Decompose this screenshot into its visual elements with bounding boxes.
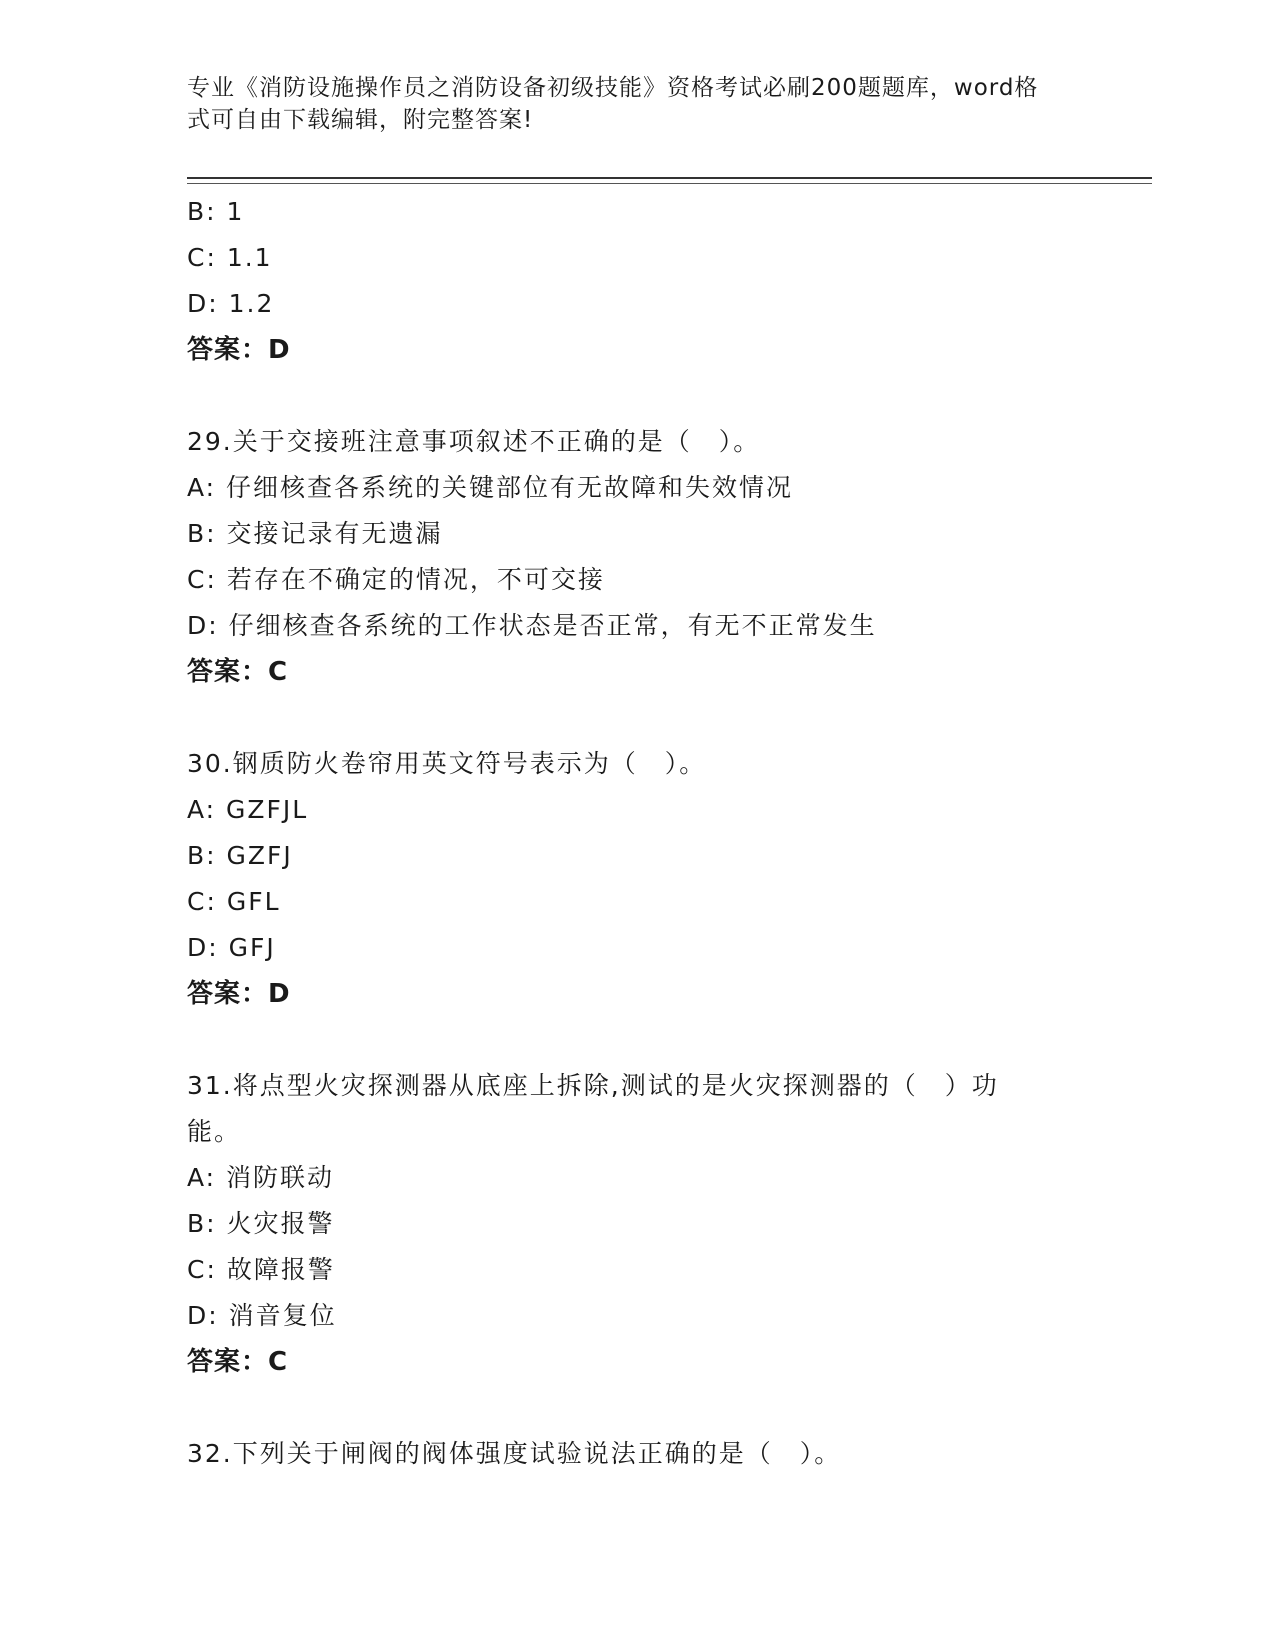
- option-d: D: 1.2: [187, 289, 275, 318]
- question-text: 30.钢质防火卷帘用英文符号表示为（ ）。: [187, 749, 707, 778]
- option-b: B: 交接记录有无遗漏: [187, 519, 443, 548]
- option-a: A: 仔细核查各系统的关键部位有无故障和失效情况: [187, 473, 794, 502]
- question-30: [187, 741, 1087, 1017]
- option-d: D: GFJ: [187, 933, 276, 962]
- question-29: [187, 419, 1087, 695]
- option-d: D: 仔细核查各系统的工作状态是否正常，有无不正常发生: [187, 611, 877, 640]
- question-32: [187, 1431, 1087, 1477]
- option-b: B: 火灾报警: [187, 1209, 335, 1238]
- answer-line: 答案：C: [187, 1347, 289, 1377]
- option-b: B: 1: [187, 197, 245, 226]
- option-b: B: GZFJ: [187, 841, 293, 870]
- question-31: [187, 1063, 1087, 1385]
- header-line-2: 式可自由下载编辑，附完整答案!: [187, 107, 534, 133]
- option-c: C: GFL: [187, 887, 281, 916]
- header-divider-thin: [187, 183, 1152, 184]
- option-a: A: GZFJL: [187, 795, 309, 824]
- question-text: 29.关于交接班注意事项叙述不正确的是（ ）。: [187, 427, 761, 456]
- question-list: [187, 189, 1087, 1477]
- header-divider-thick: [187, 177, 1152, 179]
- answer-line: 答案：D: [187, 335, 291, 365]
- question-text: 32.下列关于闸阀的阀体强度试验说法正确的是（ ）。: [187, 1439, 842, 1468]
- option-c: C: 故障报警: [187, 1255, 335, 1284]
- question-28-continued: [187, 189, 1087, 373]
- question-text-line-1: 31.将点型火灾探测器从底座上拆除,测试的是火灾探测器的（ ）功: [187, 1071, 999, 1100]
- answer-line: 答案：D: [187, 979, 291, 1009]
- option-c: C: 若存在不确定的情况，不可交接: [187, 565, 605, 594]
- option-c: C: 1.1: [187, 243, 273, 272]
- option-a: A: 消防联动: [187, 1163, 335, 1192]
- option-d: D: 消音复位: [187, 1301, 337, 1330]
- question-text-line-2: 能。: [187, 1117, 242, 1146]
- header-line-1: 专业《消防设施操作员之消防设备初级技能》资格考试必刷200题题库，word格: [187, 75, 1039, 101]
- answer-line: 答案：C: [187, 657, 289, 687]
- document-header: [187, 72, 1067, 136]
